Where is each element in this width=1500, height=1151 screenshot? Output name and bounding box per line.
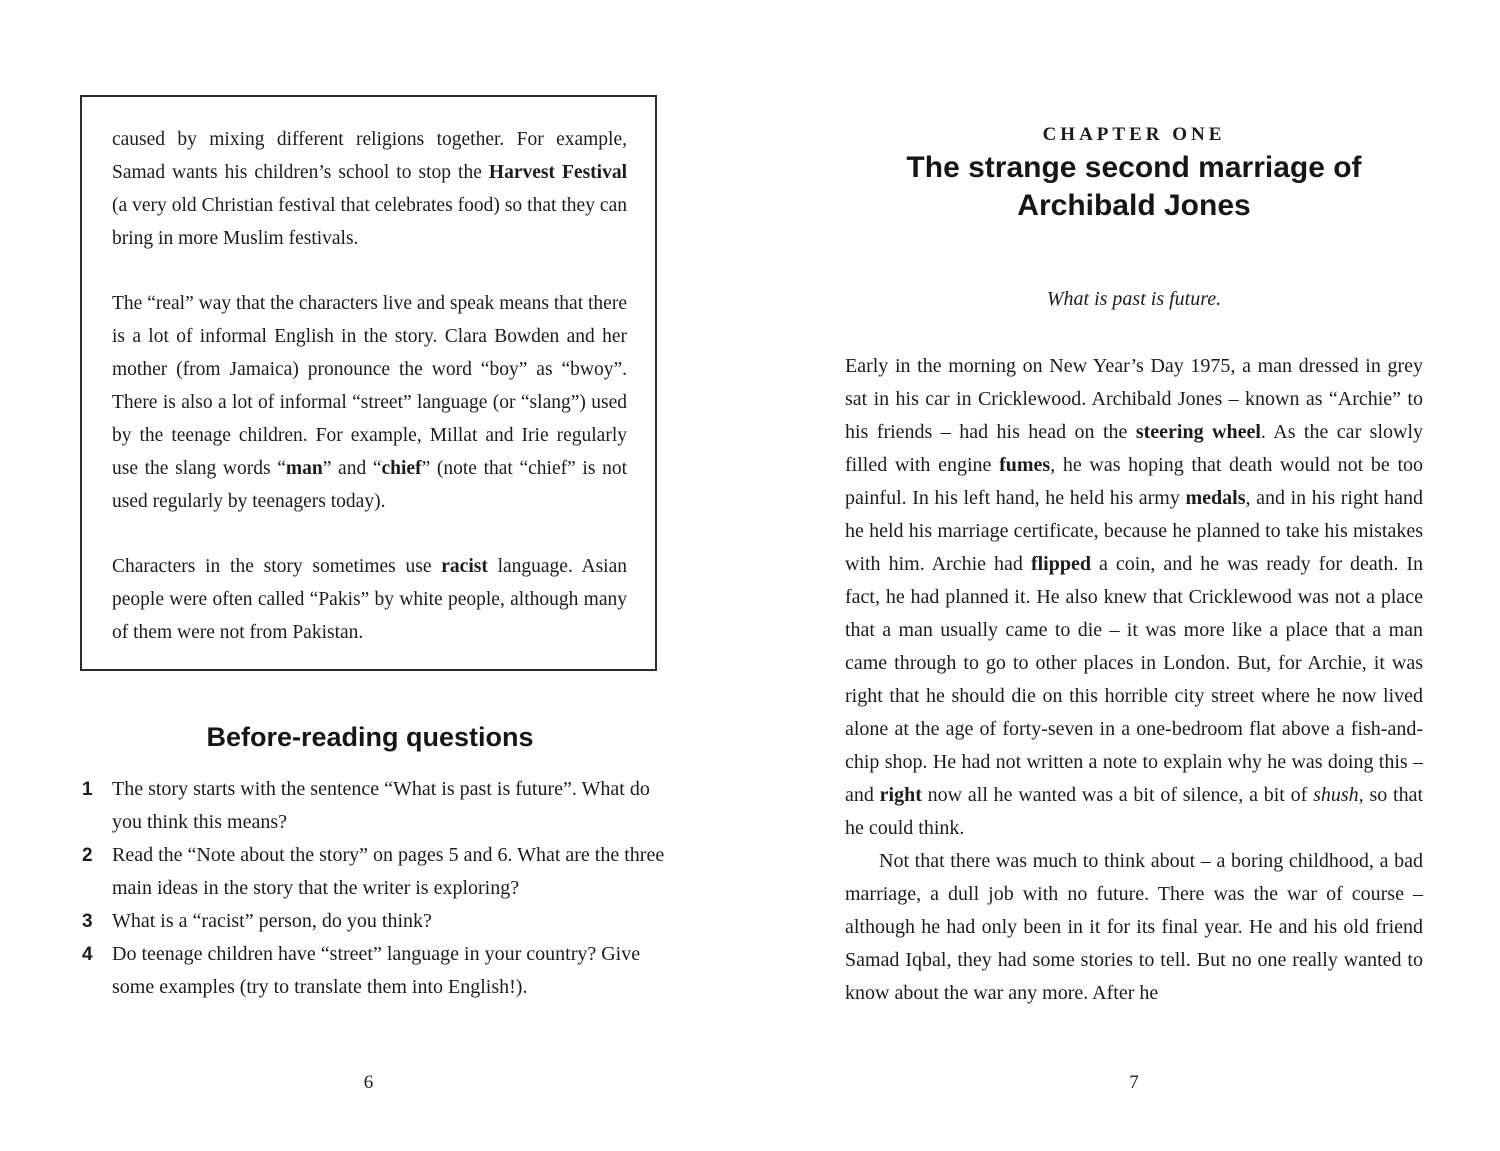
text-run: , and in his right hand he held his marriage certificate, because he planned to take his mistakes with him. Archie had bbox=[845, 487, 1423, 575]
paragraph bbox=[112, 550, 627, 649]
text-run: a coin, and he was ready for death. In fact, he had planned it. He also knew that Cricklewood was not a place that a man usually came to die – it was more like a place that a man came through to go to other places in London. But, for Archie, it was right that he should die on this horrible city street where he now lived alone at the age of forty-seven in a one-bedroom flat above a fish-and-chip shop. He had not written a note to explain why he was doing this – and bbox=[845, 553, 1424, 806]
bold-text: Harvest Festival bbox=[488, 162, 627, 183]
page-right bbox=[750, 0, 1500, 1151]
chapter-title: The strange second marriage of Archibald Jones bbox=[906, 151, 1362, 222]
question-number: 3 bbox=[82, 911, 93, 932]
bold-text: steering wheel bbox=[1135, 421, 1261, 443]
bold-text: fumes bbox=[999, 454, 1051, 476]
text-run: The “real” way that the characters live and speak means that there is a lot of informal English in the story. Clara Bowden and her mother (from Jamaica) pronounce the word “boy” as “bwoy”. There is also a lot of informal “street” language (or “slang”) used by the teenage children. For example, Millat and Irie regularly use the slang words “ bbox=[112, 293, 627, 479]
text-run: ” (note that “chief” is not used regularly by teenagers today). bbox=[112, 458, 627, 512]
before-reading-questions-heading: Before-reading questions bbox=[206, 722, 534, 752]
text-run: now all he wanted was a bit of silence, a bit of bbox=[921, 784, 1314, 806]
bold-text: chief bbox=[381, 458, 422, 479]
question-text: Do teenage children have “street” language in your country? Give some examples (try to translate them into English!). bbox=[112, 943, 641, 998]
question-number: 4 bbox=[82, 944, 93, 965]
text-run: , so that he could think. bbox=[845, 784, 1423, 839]
text-run: caused by mixing different religions together. For example, Samad wants his children’s school to stop the bbox=[112, 129, 627, 183]
epigraph: What is past is future. bbox=[1046, 288, 1222, 310]
text-run: Early in the morning on New Year’s Day 1975, a man dressed in grey sat in his car in Cricklewood. Archibald Jones – known as “Archie” to his friends – had his head on the bbox=[845, 355, 1423, 443]
paragraph bbox=[845, 845, 1423, 1010]
text-run: Characters in the story sometimes use bbox=[112, 556, 442, 577]
page-number-right: 7 bbox=[1129, 1072, 1139, 1093]
italic-text: shush bbox=[1313, 784, 1359, 806]
bold-text: right bbox=[879, 784, 922, 806]
bold-text: racist bbox=[441, 556, 488, 577]
text-run: Not that there was much to think about – a boring childhood, a bad marriage, a dull job with no future. There was the war of course – although he had only been in it for its final year. He and his old friend Samad Iqbal, they had some stories to tell. But no one really wanted to know about the war any more. After he bbox=[845, 850, 1423, 1004]
question-text: The story starts with the sentence “What is past is future”. What do you think this means? bbox=[112, 778, 650, 833]
question-text: Read the “Note about the story” on pages 5 and 6. What are the three main ideas in the story that the writer is exploring? bbox=[112, 844, 665, 899]
text-run: . As the car slowly filled with engine bbox=[845, 421, 1424, 476]
text-run: ” and “ bbox=[322, 458, 382, 479]
text-run: language. Asian people were often called “Pakis” by white people, although many of them were not from Pakistan. bbox=[112, 556, 627, 643]
questions-list bbox=[82, 773, 672, 1004]
bold-text: medals bbox=[1185, 487, 1246, 509]
text-run: (a very old Christian festival that celebrates food) so that they can bring in more Muslim festivals. bbox=[112, 195, 627, 249]
question-item bbox=[82, 839, 672, 905]
paragraph bbox=[845, 350, 1423, 845]
question-item bbox=[82, 773, 672, 839]
chapter-label: CHAPTER ONE bbox=[1042, 124, 1226, 145]
paragraph bbox=[112, 287, 627, 518]
question-text: What is a “racist” person, do you think? bbox=[112, 910, 432, 932]
note-about-story-box bbox=[80, 95, 657, 671]
bold-text: flipped bbox=[1030, 553, 1091, 575]
question-number: 1 bbox=[82, 779, 93, 800]
paragraph bbox=[112, 123, 627, 255]
chapter-body bbox=[845, 350, 1423, 1010]
page-number-left: 6 bbox=[363, 1072, 374, 1093]
question-item bbox=[82, 938, 672, 1004]
question-item bbox=[82, 905, 672, 938]
question-number: 2 bbox=[82, 845, 93, 866]
text-run: , he was hoping that death would not be too painful. In his left hand, he held his army bbox=[845, 454, 1424, 509]
bold-text: man bbox=[285, 458, 323, 479]
